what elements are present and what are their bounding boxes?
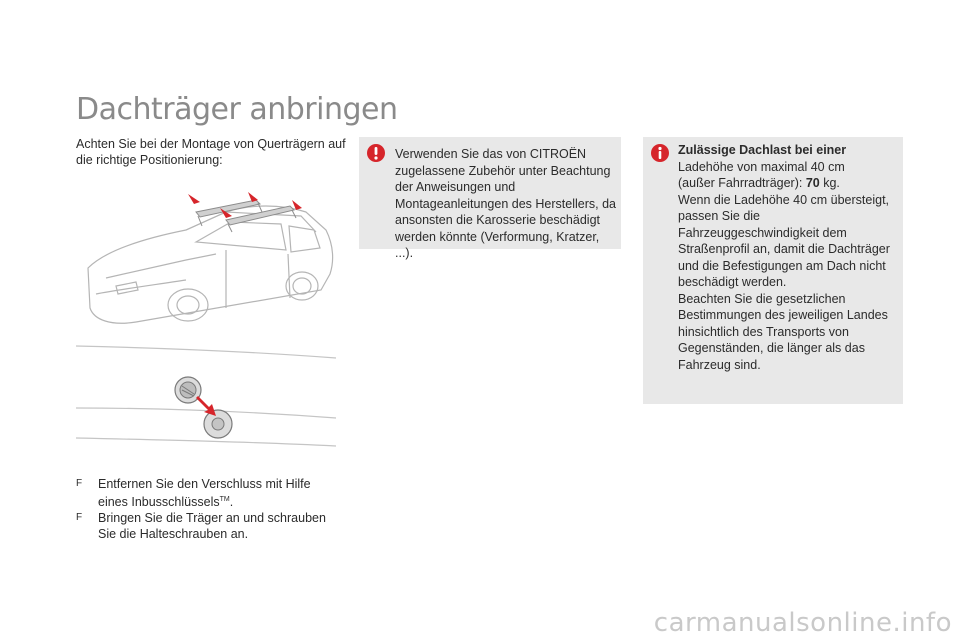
info-text xyxy=(678,142,900,373)
bullet-icon: F xyxy=(76,512,83,524)
watermark: carmanualsonline.info xyxy=(653,608,952,638)
warning-text: Verwenden Sie das von CITROËN zugelassene Zubehör unter Beachtung der Anweisungen und Montageanleitungen des Herstellers, da ansonsten die Karosserie beschädigt werden könnte (Verformung, Kratzer, ...). xyxy=(395,147,616,260)
info-load-line xyxy=(678,175,900,192)
info-paragraph: Wenn die Ladehöhe 40 cm übersteigt, passen Sie die Fahrzeuggeschwindigkeit dem Straßenprofil an, damit die Dachträger und die Befestigungen am Dach nicht beschädigt werden. xyxy=(678,192,890,289)
info-icon xyxy=(651,144,669,162)
warning-box xyxy=(359,137,621,260)
info-paragraph: Beachten Sie die gesetzlichen Bestimmungen des jeweiligen Landes hinsichtlich des Transports von Gegenständen, die länger als das Fahrzeug sind. xyxy=(678,291,888,372)
info-load-value: 70 xyxy=(805,176,820,190)
info-load-unit: kg. xyxy=(819,176,840,190)
list-item xyxy=(76,510,336,542)
bullet-icon: F xyxy=(76,478,83,489)
instruction-steps xyxy=(76,476,336,542)
info-box xyxy=(643,137,903,404)
roof-cap-illustration xyxy=(76,344,338,450)
step-text: Bringen Sie die Träger an und schrauben Sie die Halteschrauben an. xyxy=(98,511,326,542)
info-heading: Zulässige Dachlast bei einer xyxy=(678,143,847,157)
intro-text: Achten Sie bei der Montage von Querträgern auf die richtige Positionierung: xyxy=(76,137,346,167)
warning-icon xyxy=(367,144,385,162)
page-title: Dachträger anbringen xyxy=(76,92,398,127)
step-text: Entfernen Sie den Verschluss mit Hilfe eines Inbusschlüssels xyxy=(98,477,311,510)
step-suffix: . xyxy=(229,495,234,510)
info-line: Ladehöhe von maximal 40 cm xyxy=(678,159,845,174)
car-roof-bars-illustration xyxy=(76,190,338,350)
list-item xyxy=(76,476,336,510)
trademark-mark: TM xyxy=(219,496,230,503)
info-load-label: (außer Fahrradträger): xyxy=(678,176,806,190)
